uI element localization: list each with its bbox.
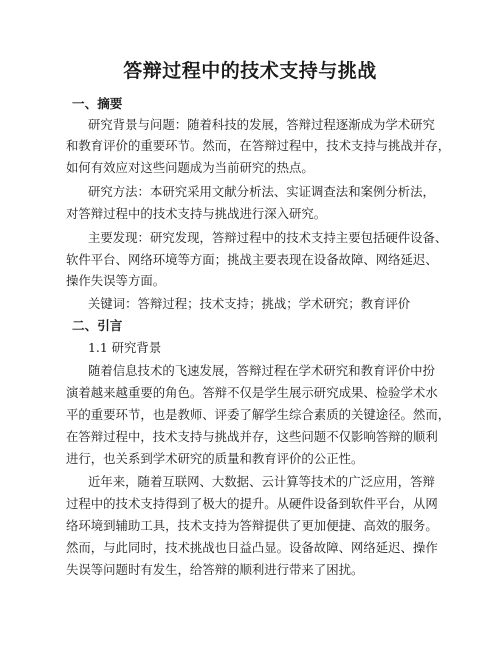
- paragraph-line: 研究方法：本研究采用文献分析法、实证调查法和案例分析法，: [88, 184, 435, 199]
- keywords-line: 关键词：答辩过程；技术支持；挑战；学术研究；教育评价: [88, 296, 411, 311]
- paragraph-line: 近年来，随着互联网、大数据、云计算等技术的广泛应用，答辩: [88, 474, 435, 489]
- paragraph-line: 操作失误等方面。: [66, 273, 166, 288]
- paragraph-line: 如何有效应对这些问题成为当前研究的热点。: [66, 160, 314, 175]
- document-title: 答辩过程中的技术支持与挑战: [123, 60, 377, 82]
- paragraph-line: 平的重要环节，也是教师、评委了解学生综合素质的关键途径。然而，: [66, 407, 451, 422]
- paragraph-line: 然而，与此同时，技术挑战也日益凸显。设备故障、网络延迟、操作: [66, 540, 438, 555]
- paragraph-line: 络环境到辅助工具，技术支持为答辩提供了更加便捷、高效的服务。: [66, 518, 438, 533]
- paragraph-line: 演着越来越重要的角色。答辩不仅是学生展示研究成果、检验学术水: [66, 385, 438, 400]
- paragraph-line: 研究背景与问题：随着科技的发展，答辩过程逐渐成为学术研究: [88, 117, 435, 132]
- paragraph-line: 和教育评价的重要环节。然而，在答辩过程中，技术支持与挑战并存，: [66, 138, 451, 153]
- section-heading-abstract: 一、摘要: [72, 96, 123, 111]
- paragraph-line: 随着信息技术的飞速发展，答辩过程在学术研究和教育评价中扮: [88, 363, 435, 378]
- subsection-heading: 1.1 研究背景: [88, 340, 162, 355]
- paragraph-line: 失误等问题时有发生，给答辩的顺利进行带来了困扰。: [66, 562, 364, 577]
- paragraph-line: 对答辩过程中的技术支持与挑战进行深入研究。: [66, 206, 327, 221]
- section-heading-introduction: 二、引言: [72, 318, 123, 333]
- paragraph-line: 进行，也关系到学术研究的质量和教育评价的公正性。: [66, 451, 364, 466]
- paragraph-line: 主要发现：研究发现，答辩过程中的技术支持主要包括硬件设备、: [88, 230, 448, 245]
- paragraph-line: 软件平台、网络环境等方面；挑战主要表现在设备故障、网络延迟、: [66, 252, 438, 267]
- paragraph-line: 在答辩过程中，技术支持与挑战并存，这些问题不仅影响答辩的顺利: [66, 429, 438, 444]
- paragraph-line: 过程中的技术支持得到了极大的提升。从硬件设备到软件平台，从网: [66, 496, 438, 511]
